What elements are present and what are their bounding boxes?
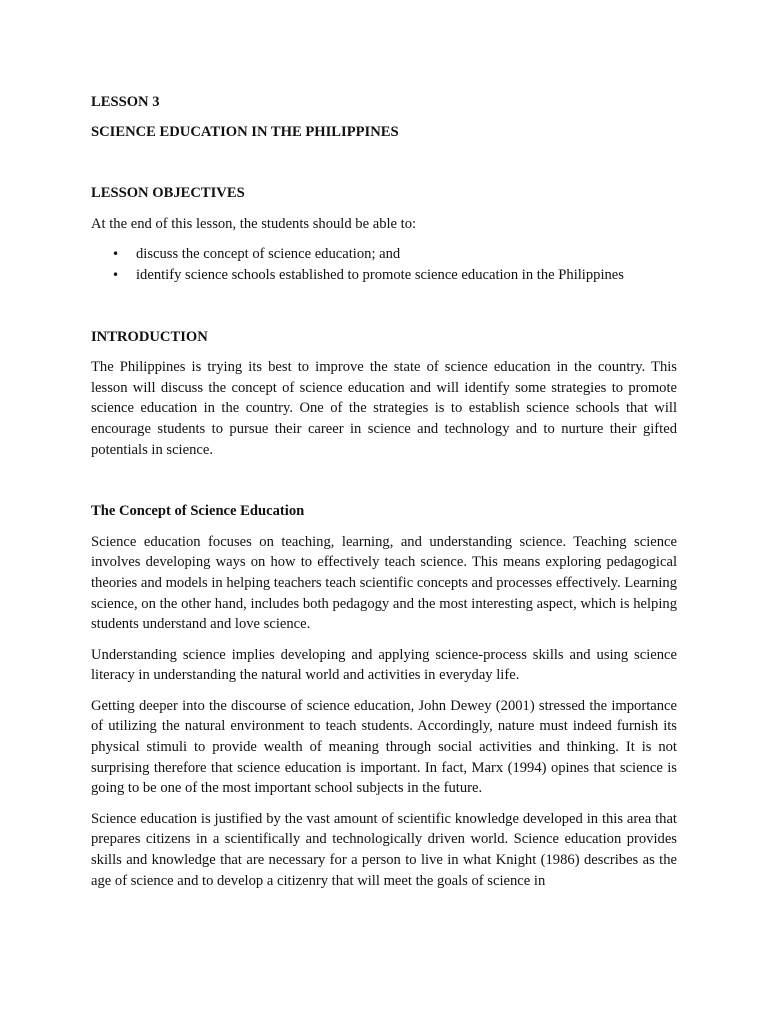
concept-paragraph: Getting deeper into the discourse of science education, John Dewey (2001) stressed the importance of utilizing the natural environment to teach students. Accordingly, nature must indeed furnish its physical stimuli to provide wealth of meaning through social activities and thinking. It is not surprising therefore that science education is important. In fact, Marx (1994) opines that science is going to be one of the most important school subjects in the future. (91, 697, 677, 797)
objectives-list (91, 244, 677, 285)
document-page (91, 92, 677, 901)
objectives-intro: At the end of this lesson, the students should be able to: (91, 215, 417, 232)
objective-text: identify science schools established to promote science education in the Philippines (136, 266, 624, 283)
list-item (91, 244, 677, 265)
concept-paragraph: Science education is justified by the vast amount of scientific knowledge developed in this area that prepares citizens in a scientifically and technologically driven world. Science education provides skills and knowledge that are necessary for a person to live in what Knight (1986) describes as the age of science and to develop a citizenry that will meet the goals of science in (91, 810, 677, 889)
bullet-icon: • (112, 247, 120, 262)
concept-paragraph: Science education focuses on teaching, learning, and understanding science. Teaching science involves developing ways on how to effectively teach science. This means exploring pedagogical theories and models in helping teachers teach scientific concepts and processes effectively. Learning science, on the other hand, includes both pedagogy and the most interesting aspect, which is helping students understand and love science. (91, 533, 677, 633)
introduction-heading: INTRODUCTION (91, 328, 208, 345)
objectives-heading: LESSON OBJECTIVES (91, 185, 245, 202)
lesson-number: LESSON 3 (91, 94, 160, 110)
bullet-icon: • (112, 267, 120, 282)
concept-paragraph: Understanding science implies developing and applying science-process skills and using science literacy in understanding the natural world and activities in everyday life. (91, 646, 677, 684)
concept-heading: The Concept of Science Education (91, 503, 305, 520)
lesson-title: SCIENCE EDUCATION IN THE PHILIPPINES (91, 123, 399, 140)
list-item (91, 265, 677, 286)
introduction-paragraph: The Philippines is trying its best to improve the state of science education in the country. This lesson will discuss the concept of science education and will identify some strategies to promote science education in the country. One of the strategies is to establish science schools that will encourage students to pursue their career in science and technology and to nurture their gifted potentials in science. (91, 359, 677, 458)
objective-text: discuss the concept of science education; and (136, 246, 401, 263)
